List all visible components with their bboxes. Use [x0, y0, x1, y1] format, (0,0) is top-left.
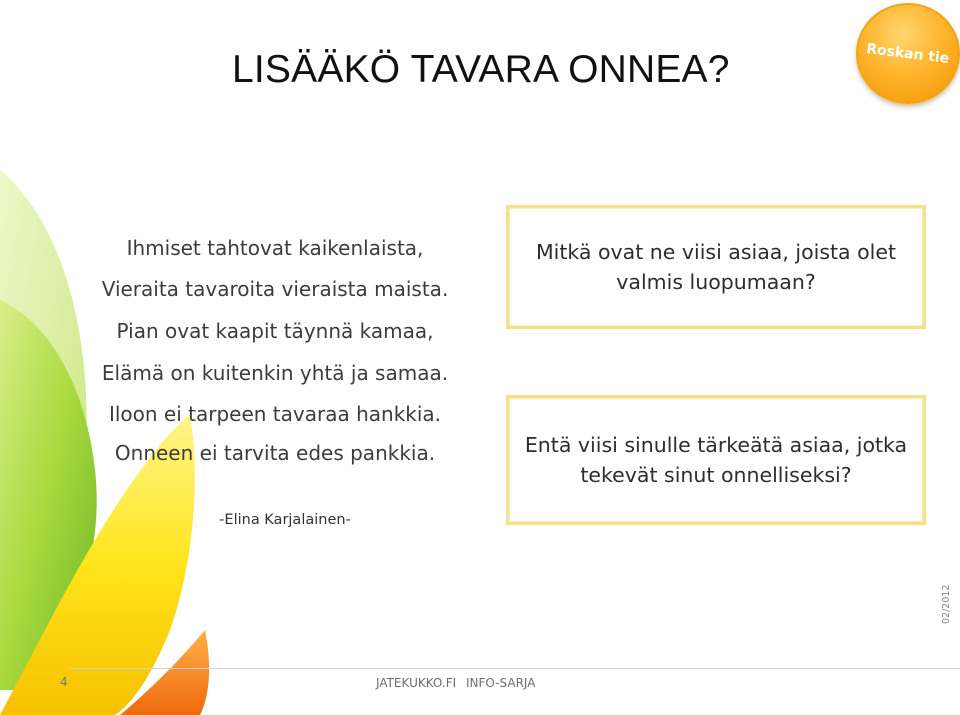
poem-author: -Elina Karjalainen- [219, 512, 351, 528]
badge-label: Roskan tie [865, 40, 951, 67]
slide-title: LISÄÄKÖ TAVARA ONNEA? [232, 48, 730, 91]
poem-line: Elämä on kuitenkin yhtä ja samaa. [101, 361, 449, 385]
question-2-text: Entä viisi sinulle tärkeätä asiaa, jotka tekevät sinut onnelliseksi? [524, 433, 908, 487]
footer-series: INFO-SARJA [466, 676, 536, 690]
footer-site: JATEKUKKO.FI [376, 676, 457, 690]
poem-line: Pian ovat kaapit täynnä kamaa, [116, 319, 434, 343]
roskan-tie-badge [856, 3, 960, 104]
footer-divider [70, 668, 960, 669]
slide-number: 4 [60, 675, 68, 689]
question-1-text: Mitkä ovat ne viisi asiaa, joista olet valmis luopumaan? [535, 240, 897, 294]
question-box-1 [506, 205, 926, 329]
poem-line: Onneen ei tarvita edes pankkia. [114, 441, 436, 465]
question-box-2 [506, 395, 926, 525]
date-label: 02/2012 [941, 584, 952, 624]
poem-line: Vieraita tavaroita vieraista maista. [101, 277, 449, 301]
poem-line: Ihmiset tahtovat kaikenlaista, [126, 236, 424, 260]
poem-line: Iloon ei tarpeen tavaraa hankkia. [108, 402, 442, 426]
